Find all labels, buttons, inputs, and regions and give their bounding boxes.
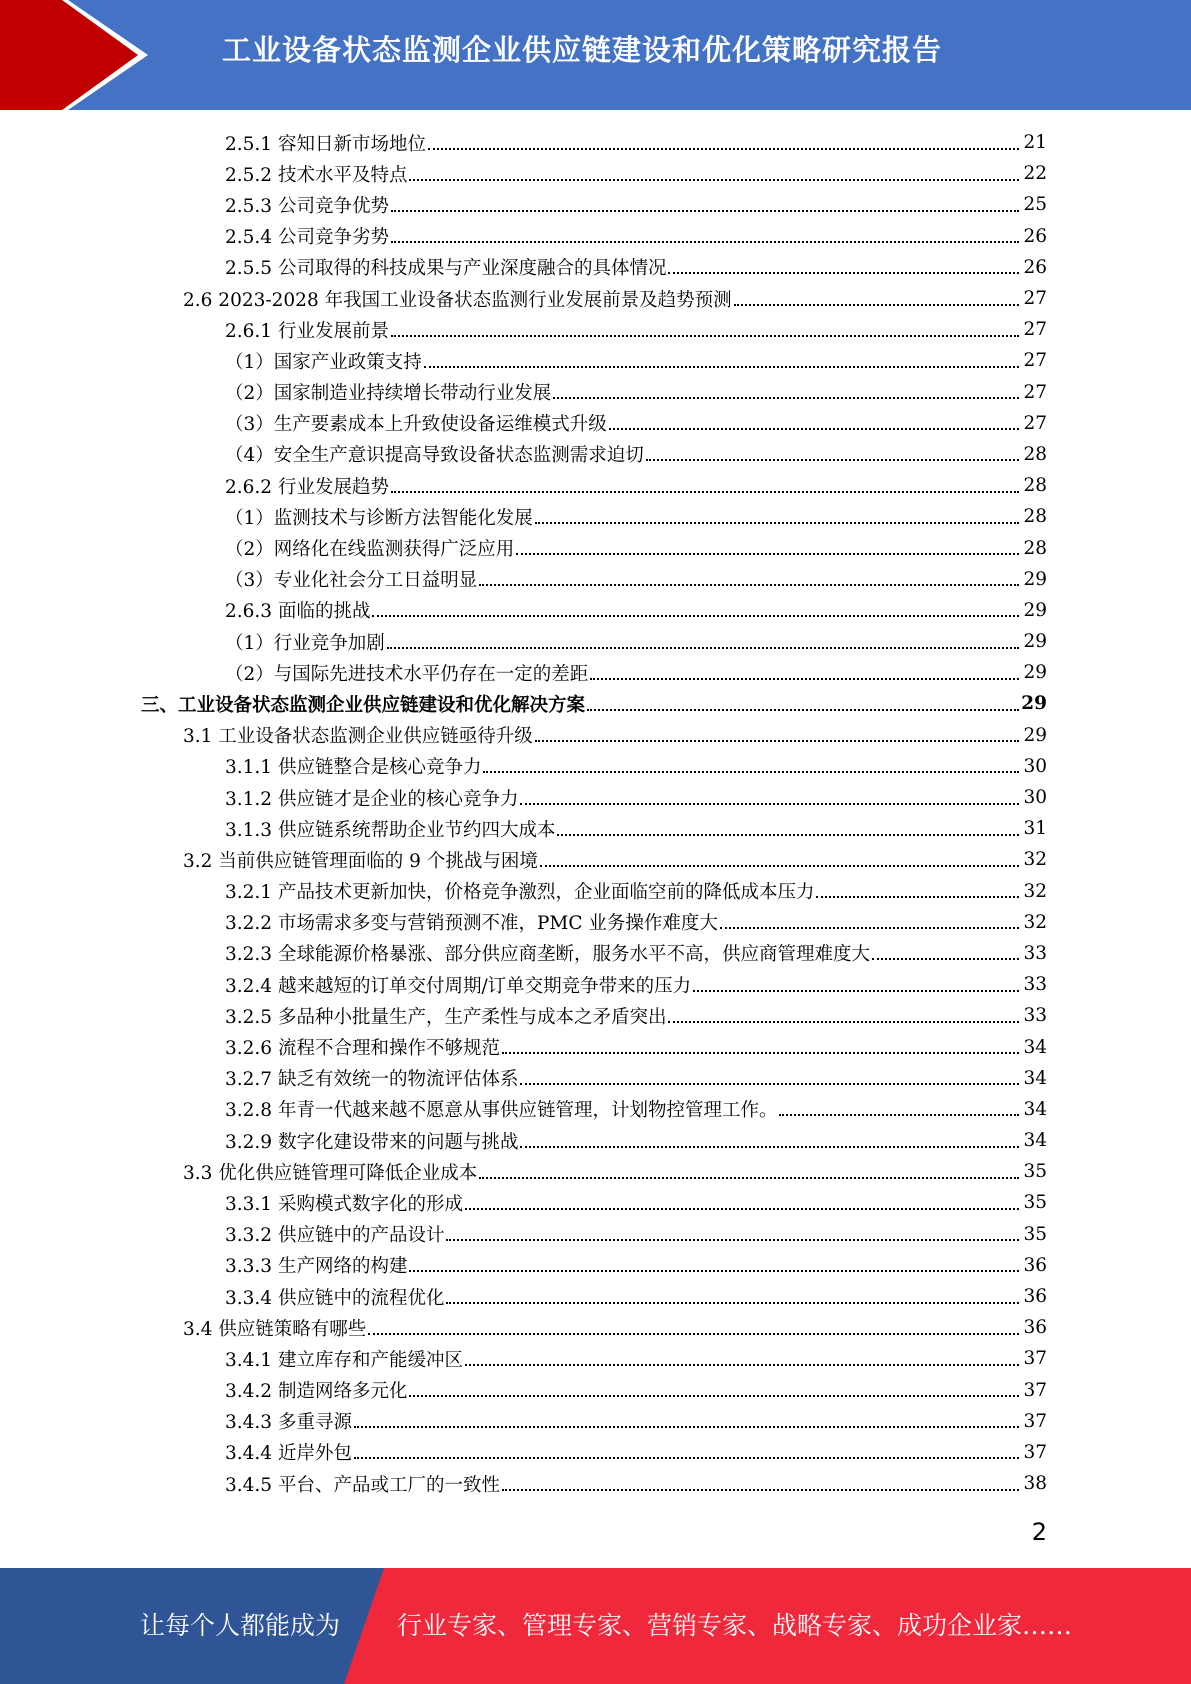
toc-dot-leader [391,491,1019,493]
toc-entry[interactable] [0,158,1191,189]
toc-entry-page: 34 [1023,1098,1047,1120]
toc-entry[interactable] [0,1343,1191,1374]
toc-dot-leader [372,615,1019,617]
toc-entry-title: 3.2.3 全球能源价格暴涨、部分供应商垄断，服务水平不高，供应商管理难度大 [225,944,870,966]
toc-dot-leader [520,1146,1019,1148]
toc-entry[interactable] [0,782,1191,813]
toc-entry-page: 28 [1023,475,1047,497]
toc-entry-page: 34 [1023,1067,1047,1089]
toc-entry[interactable] [0,1437,1191,1468]
toc-entry-title: 3.3.1 采购模式数字化的形成 [225,1193,463,1215]
toc-entry-page: 38 [1023,1473,1047,1495]
toc-dot-leader [693,990,1019,992]
toc-dot-leader [779,1114,1019,1116]
toc-entry[interactable] [0,564,1191,595]
toc-dot-leader [502,1052,1019,1054]
toc-entry-page: 27 [1023,288,1047,310]
toc-dot-leader [587,709,1019,711]
toc-entry-page: 25 [1023,194,1047,216]
toc-entry[interactable] [0,626,1191,657]
toc-entry[interactable] [0,1468,1191,1499]
toc-dot-leader [646,459,1019,461]
toc-entry[interactable] [0,844,1191,875]
toc-entry-page: 29 [1021,693,1047,715]
page-footer [0,1568,1191,1684]
toc-entry-title: 2.5.4 公司竞争劣势 [225,227,389,249]
toc-entry-page: 36 [1023,1254,1047,1276]
toc-dot-leader [609,428,1019,430]
toc-entry-page: 28 [1023,537,1047,559]
toc-entry-page: 28 [1023,506,1047,528]
toc-entry[interactable] [0,252,1191,283]
toc-entry[interactable] [0,221,1191,252]
toc-entry[interactable] [0,314,1191,345]
toc-entry-title: （2）国家制造业持续增长带动行业发展 [225,383,552,405]
toc-entry[interactable] [0,595,1191,626]
toc-dot-leader [387,647,1019,649]
toc-dot-leader [446,1302,1019,1304]
toc-entry-page: 35 [1023,1192,1047,1214]
toc-dot-leader [391,335,1019,337]
toc-entry-title: 3.2.2 市场需求多变与营销预测不准，PMC 业务操作难度大 [225,913,718,935]
toc-dot-leader [465,1208,1019,1210]
toc-entry[interactable] [0,688,1191,719]
toc-dot-leader [816,896,1019,898]
toc-dot-leader [409,1270,1019,1272]
toc-entry-page: 30 [1023,755,1047,777]
toc-entry-title: （2）与国际先进技术水平仍存在一定的差距 [225,663,589,685]
toc-entry-page: 37 [1023,1348,1047,1370]
toc-entry[interactable] [0,1281,1191,1312]
toc-entry-title: （1）国家产业政策支持 [225,351,422,373]
toc-entry-title: 2.5.1 容知日新市场地位 [225,133,426,155]
toc-dot-leader [465,1364,1019,1366]
toc-entry-title: 3.4.2 制造网络多元化 [225,1381,408,1403]
toc-entry-page: 27 [1023,381,1047,403]
toc-entry-page: 32 [1023,911,1047,933]
toc-entry[interactable] [0,127,1191,158]
toc-dot-leader [720,927,1019,929]
toc-entry[interactable] [0,1156,1191,1187]
toc-entry-page: 29 [1023,631,1047,653]
toc-entry-title: 3.4.5 平台、产品或工厂的一致性 [225,1474,500,1496]
toc-entry-page: 34 [1023,1036,1047,1058]
toc-dot-leader [479,1177,1019,1179]
toc-entry-title: 3.4.3 多重寻源 [225,1412,352,1434]
toc-entry-title: 3.2.9 数字化建设带来的问题与挑战 [225,1131,519,1153]
toc-entry-title: 三、工业设备状态监测企业供应链建设和优化解决方案 [141,694,586,716]
toc-dot-leader [516,553,1019,555]
toc-entry-title: （2）网络化在线监测获得广泛应用 [225,539,515,561]
toc-dot-leader [540,865,1019,867]
toc-entry-page: 21 [1023,132,1047,154]
toc-entry-title: 3.1.1 供应链整合是核心竞争力 [225,757,482,779]
toc-dot-leader [535,740,1019,742]
toc-entry-page: 32 [1023,849,1047,871]
toc-dot-leader [553,397,1019,399]
toc-entry-title: 3.3 优化供应链管理可降低企业成本 [183,1162,478,1184]
toc-dot-leader [446,1239,1019,1241]
toc-entry[interactable] [0,501,1191,532]
toc-entry-title: 3.1.3 供应链系统帮助企业节约四大成本 [225,819,556,841]
toc-dot-leader [424,366,1019,368]
toc-dot-leader [502,1489,1019,1491]
toc-entry[interactable] [0,1375,1191,1406]
toc-entry-title: 3.4.1 建立库存和产能缓冲区 [225,1349,463,1371]
toc-entry-page: 31 [1023,818,1047,840]
toc-entry-title: 3.2.5 多品种小批量生产，生产柔性与成本之矛盾突出 [225,1006,667,1028]
toc-entry-title: （3）生产要素成本上升致使设备运维模式升级 [225,414,607,436]
toc-entry-page: 33 [1023,1005,1047,1027]
toc-dot-leader [368,1333,1019,1335]
toc-dot-leader [872,958,1019,960]
toc-entry[interactable] [0,938,1191,969]
toc-entry-page: 33 [1023,942,1047,964]
toc-entry-page: 35 [1023,1161,1047,1183]
toc-entry[interactable] [0,1406,1191,1437]
toc-dot-leader [734,304,1019,306]
footer-slogan-right: 行业专家、管理专家、营销专家、战略专家、成功企业家…… [397,1611,1073,1640]
toc-entry-page: 26 [1023,256,1047,278]
toc-entry[interactable] [0,969,1191,1000]
toc-entry-title: 3.2.4 越来越短的订单交付周期/订单交期竞争带来的压力 [225,975,692,997]
toc-entry[interactable] [0,283,1191,314]
toc-entry-title: （1）行业竞争加剧 [225,632,385,654]
toc-entry[interactable] [0,657,1191,688]
toc-entry[interactable] [0,720,1191,751]
toc-entry-title: （3）专业化社会分工日益明显 [225,570,478,592]
toc-dot-leader [409,179,1019,181]
toc-entry-page: 26 [1023,225,1047,247]
toc-entry-title: 2.6.3 面临的挑战 [225,601,371,623]
toc-entry-title: 2.5.3 公司竞争优势 [225,195,389,217]
toc-entry-page: 30 [1023,787,1047,809]
toc-entry[interactable] [0,377,1191,408]
toc-entry[interactable] [0,1250,1191,1281]
toc-entry-title: 3.3.4 供应链中的流程优化 [225,1287,445,1309]
toc-entry-title: （1）监测技术与诊断方法智能化发展 [225,507,533,529]
toc-dot-leader [520,803,1019,805]
toc-dot-leader [557,834,1019,836]
toc-entry[interactable] [0,1094,1191,1125]
toc-entry[interactable] [0,876,1191,907]
toc-entry-title: 3.2.1 产品技术更新加快，价格竞争激烈，企业面临空前的降低成本压力 [225,882,815,904]
toc-entry-title: （4）安全生产意识提高导致设备状态监测需求迫切 [225,445,644,467]
toc-entry[interactable] [0,1063,1191,1094]
toc-entry-page: 29 [1023,662,1047,684]
toc-entry-title: 2.5.2 技术水平及特点 [225,164,408,186]
toc-entry-page: 36 [1023,1286,1047,1308]
toc-entry-title: 3.4.4 近岸外包 [225,1443,352,1465]
toc-dot-leader [483,771,1019,773]
toc-entry-page: 37 [1023,1379,1047,1401]
toc-entry[interactable] [0,470,1191,501]
toc-dot-leader [428,148,1019,150]
toc-entry[interactable] [0,751,1191,782]
toc-entry[interactable] [0,532,1191,563]
toc-entry-page: 29 [1023,599,1047,621]
report-title: 工业设备状态监测企业供应链建设和优化策略研究报告 [222,33,943,67]
toc-entry-title: 3.1 工业设备状态监测企业供应链亟待升级 [183,726,533,748]
page-number: 2 [1031,1518,1047,1546]
toc-entry[interactable] [0,189,1191,220]
toc-dot-leader [668,272,1019,274]
toc-entry-page: 29 [1023,568,1047,590]
toc-entry-page: 32 [1023,880,1047,902]
toc-dot-leader [590,678,1019,680]
toc-entry-title: 2.6 2023-2028 年我国工业设备状态监测行业发展前景及趋势预测 [183,289,732,311]
toc-entry-page: 27 [1023,412,1047,434]
toc-entry-title: 3.2.8 年青一代越来越不愿意从事供应链管理，计划物控管理工作。 [225,1100,778,1122]
toc-dot-leader [520,1083,1019,1085]
toc-dot-leader [479,584,1019,586]
toc-entry-title: 3.1.2 供应链才是企业的核心竞争力 [225,788,519,810]
toc-entry-page: 34 [1023,1130,1047,1152]
toc-dot-leader [535,522,1019,524]
toc-entry[interactable] [0,907,1191,938]
toc-dot-leader [354,1457,1019,1459]
toc-entry-page: 27 [1023,350,1047,372]
toc-entry-page: 29 [1023,724,1047,746]
toc-entry-page: 37 [1023,1441,1047,1463]
toc-entry[interactable] [0,1125,1191,1156]
toc-entry-title: 2.5.5 公司取得的科技成果与产业深度融合的具体情况 [225,258,667,280]
toc-entry[interactable] [0,345,1191,376]
toc-entry[interactable] [0,1312,1191,1343]
toc-dot-leader [354,1426,1019,1428]
toc-entry[interactable] [0,439,1191,470]
toc-entry-page: 35 [1023,1223,1047,1245]
toc-dot-leader [409,1395,1019,1397]
toc-entry-title: 3.3.3 生产网络的构建 [225,1256,408,1278]
toc-entry-page: 27 [1023,319,1047,341]
toc-entry-title: 3.2.7 缺乏有效统一的物流评估体系 [225,1069,519,1091]
toc-entry-title: 3.4 供应链策略有哪些 [183,1318,367,1340]
toc-entry-title: 3.3.2 供应链中的产品设计 [225,1225,445,1247]
toc-entry[interactable] [0,1219,1191,1250]
toc-entry[interactable] [0,1000,1191,1031]
toc-entry-page: 36 [1023,1317,1047,1339]
toc-entry-title: 2.6.2 行业发展趋势 [225,476,389,498]
footer-slogan-left: 让每个人都能成为 [140,1611,341,1640]
toc-entry[interactable] [0,408,1191,439]
toc-entry-title: 3.2 当前供应链管理面临的 9 个挑战与困境 [183,850,538,872]
toc-dot-leader [668,1021,1019,1023]
toc-entry-title: 2.6.1 行业发展前景 [225,320,389,342]
toc-entry-page: 22 [1023,163,1047,185]
toc-entry-page: 33 [1023,974,1047,996]
toc-entry[interactable] [0,813,1191,844]
toc-entry[interactable] [0,1031,1191,1062]
toc-entry[interactable] [0,1187,1191,1218]
toc-dot-leader [391,241,1019,243]
page-header [0,0,1191,110]
toc-dot-leader [391,210,1019,212]
toc-entry-page: 28 [1023,443,1047,465]
toc-entry-page: 37 [1023,1410,1047,1432]
toc-entry-title: 3.2.6 流程不合理和操作不够规范 [225,1038,500,1060]
table-of-contents [0,127,1191,1499]
